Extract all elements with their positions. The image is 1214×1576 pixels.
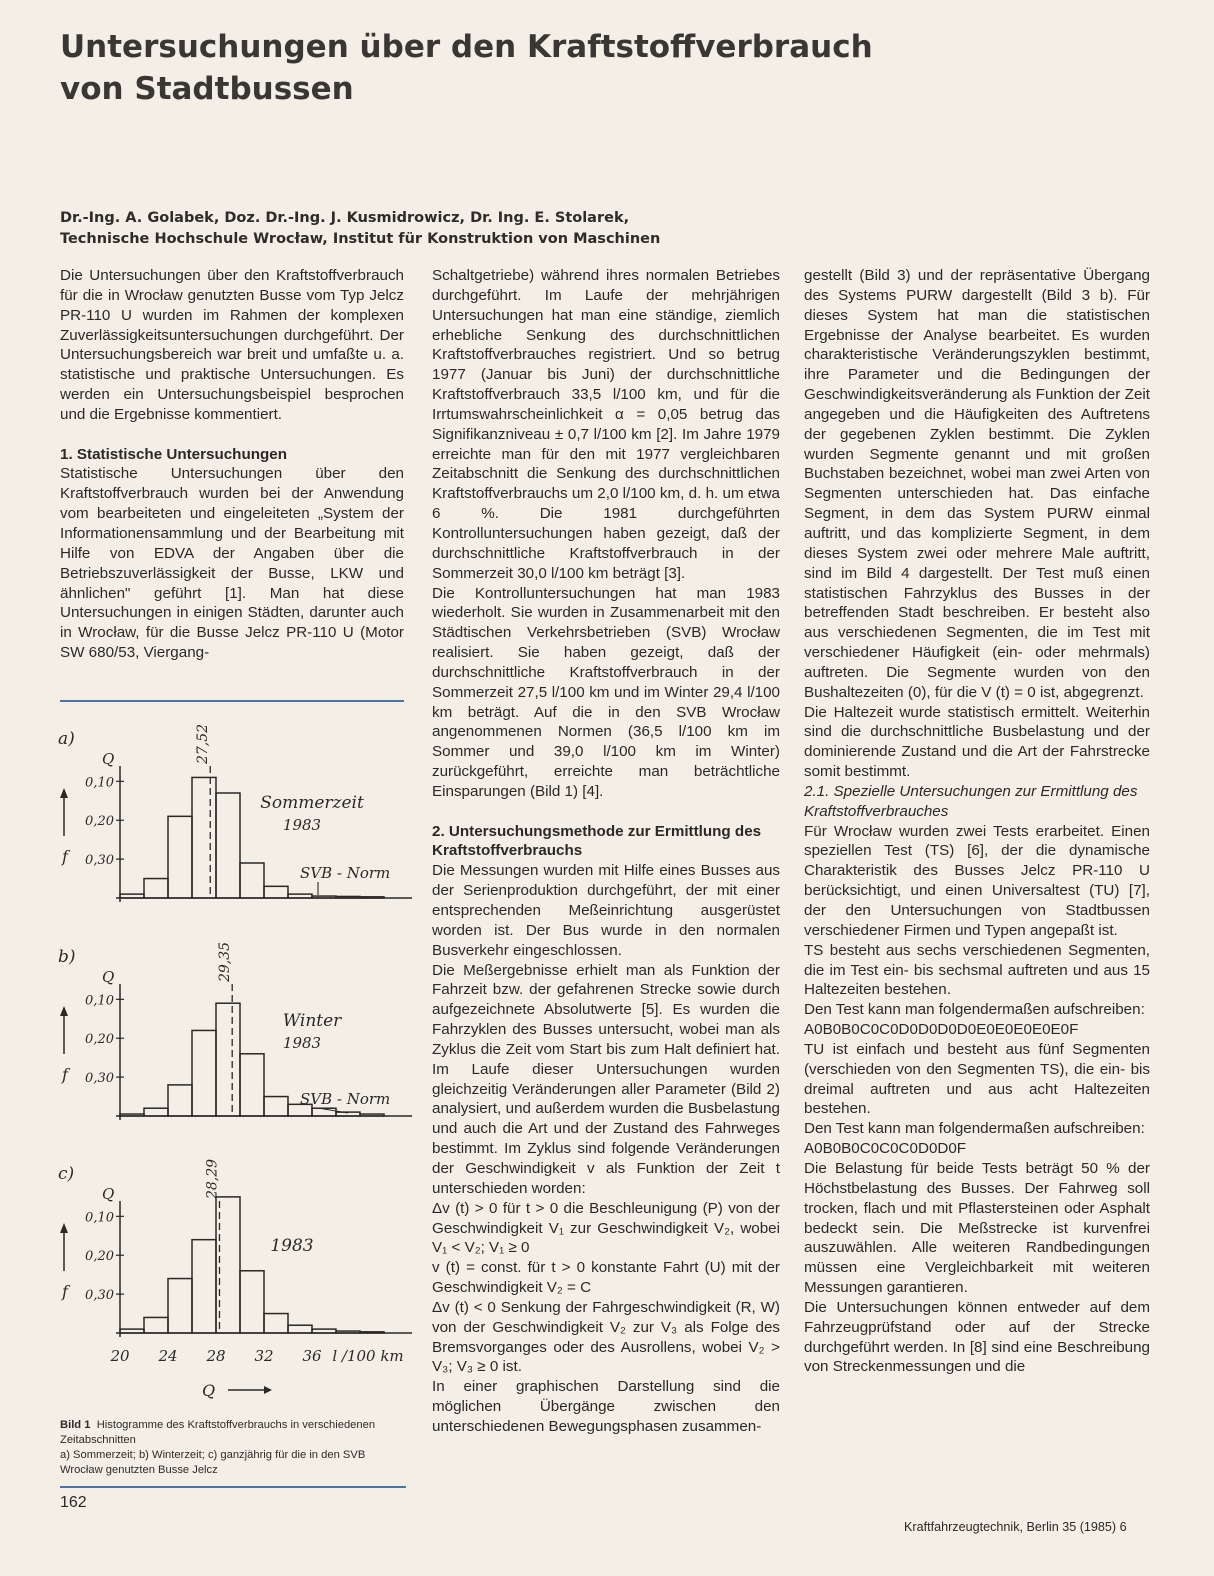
histogram-bar [120,894,144,898]
authors-names: Dr.-Ing. A. Golabek, Doz. Dr.-Ing. J. Kusmidrowicz, Dr. Ing. E. Stolarek, [60,210,630,226]
y-axis-top-label: Q [102,968,115,986]
histogram-bar [216,793,240,898]
histogram-bar [120,1114,144,1116]
x-tick-label: 20 [110,1347,130,1365]
histogram-bar [240,1271,264,1333]
subsection-heading: 2.1. Spezielle Untersuchungen zur Ermittlung des Kraftstoffverbrauches [804,782,1138,820]
histogram-bar [144,879,168,898]
paragraph: Die Meßergebnisse erhielt man als Funktion der Fahrzeit bzw. der gefahrenen Strecke sowie durch aufgezeichnete Absolutwerte [5]. Es wurden die Fahrzyklen des Busses untersucht, wobei man als Zyklus die Zeit vom Start bis zum Halt definiert hat. Im Laufe dieser Untersuchungen wurden gleichzeitig Veränderungen aller Parameter (Bild 2) analysiert, und außerdem wurden die Busbelastung und auch die Art und der Zustand des Fahrweges bestimmt. Im Zyklus sind folgende Veränderungen der Geschwindigkeit v als Funktion der Zeit t unterschieden worden: [432,961,780,1197]
histogram-panel-3 [58,1159,412,1365]
mean-label: 29,35 [217,941,234,982]
x-axis-arrow [228,1386,272,1394]
paragraph: Für Wrocław wurden zwei Tests erarbeitet. Einen speziellen Test (TS) [6], der die dynamische Charakteristik des Busses Jelcz PR-110 U berücksichtigt, und einen Universaltest (TU) [7], der den Untersuchungen von Stadtbussen verschiedener Firmen und Typen angepaßt ist. [804,822,1150,939]
histogram-bar [360,1332,384,1333]
y-tick-label: 0,10 [85,775,114,791]
paragraph: Die Belastung für beide Tests beträgt 50 % der Höchstbelastung des Busses. Der Fahrweg soll trocken, flach und mit Pflastersteinen oder Asphalt bedeckt sein. Die Meßstrecke ist kurvenfrei auszuwählen. Alle weiteren Randbedingungen müssen eine Vergleichbarkeit mit weiteren Messungen garantieren. [804,1159,1150,1297]
year-annotation: 1983 [282,1034,322,1052]
caption-label: Bild 1 [60,1419,91,1431]
paragraph: Statistische Untersuchungen über den Kraftstoffverbrauch wurden bei der Anwendung vom bearbeiteten und eingeleiteten „System der Informationensammlung und der Bearbeitung mit Hilfe von EDVA der Angaben über die Betriebszuverlässigkeit der Busse, LKW und ähnlichen" geführt [1]. Man hat diese Untersuchungen in einigen Städten, darunter auch in Wrocław, für die Busse Jelcz PR-110 U (Motor SW 680/53, Viergang- [60,465,404,662]
histogram-bar [240,1054,264,1116]
paragraph: Die Untersuchungen können entweder auf dem Fahrzeugprüfstand oder auf der Strecke durchgeführt werden. In [8] sind eine Beschreibung von Streckenmessungen und die [804,1298,1150,1376]
x-unit-label: l /100 km [332,1347,404,1365]
mean-label: 27,52 [195,723,212,764]
figure-histograms [50,706,420,1406]
paragraph: Die Kontrolluntersuchungen hat man 1983 wiederholt. Sie wurden in Zusammenarbeit mit den Städtischen Verkehrsbetrieben (SVB) Wrocław realisiert. Sie haben gezeigt, daß der durchschnittliche Kraftstoffverbrauch in der Sommerzeit 27,5 l/100 km und im Winter 29,4 l/100 km beträgt. Auf die in den SVB Wrocław angenommenen Normen (36,5 l/100 km im Sommer und 39,0 l/100 km im Winter) zurückgeführt, erreichte man beträchtliche Einsparungen (Bild 1) [4]. [432,584,780,800]
paragraph: Schaltgetriebe) während ihres normalen Betriebes durchgeführt. Im Laufe der mehrjährigen Untersuchungen hat man eine ständige, ziemlich erhebliche Senkung des durchschnittlichen Kraftstoffverbrauches registriert. Und so betrug 1977 (Januar bis Juni) der durchschnittliche Kraftstoffverbrauch 33,5 l/100 km, und für die Irrtumswahrscheinlichkeit α = 0,05 betrug das Signifikanzniveau ± 0,7 l/100 km [2]. Im Jahre 1979 erreichte man für den mit 1977 vergleichbaren Zeitabschnitt die Senkung des durchschnittlichen Kraftstoffverbrauchs um 2,0 l/100 km, d. h. um etwa 6 %. Die 1981 durchgeführten Kontrolluntersuchungen haben gezeigt, daß der durchschnittliche Kraftstoffverbrauch in der Sommerzeit 30,0 l/100 km beträgt [3]. [432,267,780,582]
article-title [60,26,1060,110]
histogram-panel-1 [58,724,412,902]
histogram-bar [336,1331,360,1333]
separator-line [60,1486,406,1488]
author-block [60,208,1180,250]
paragraph: TS besteht aus sechs verschiedenen Segmenten, die im Test ein- bis sechsmal auftreten und aus 15 Haltezeiten bestehen. [804,941,1150,999]
authors-affiliation: Technische Hochschule Wrocław, Institut für Konstruktion von Maschinen [60,231,661,247]
y-tick-label: 0,30 [85,853,114,869]
panel-label: c) [58,1164,75,1184]
x-axis-label: Q [202,1381,216,1400]
histogram-bar [264,1097,288,1116]
condition-acceleration: Δv (t) > 0 für t > 0 die Beschleunigung (P) von der Geschwindigkeit V₁ zur Geschwindigkeit V₂, wobei V₁ < V₂; V₁ ≥ 0 [432,1199,780,1257]
x-tick-label: 24 [158,1347,178,1365]
histogram-bar [168,1279,192,1333]
x-tick-label: 36 [302,1347,322,1365]
histogram-bar [360,1114,384,1116]
paragraph: gestellt (Bild 3) und der repräsentative Übergang des Systems PURW dargestellt (Bild 3 b). Für dieses System hat man die statistischen Ergebnisse der Analyse bearbeitet. Es wurden charakteristische Veränderungszyklen bestimmt, ihre Parameter und die Bedingungen der Geschwindigkeitsveränderung als Funktion der Zeit angegeben und die Häufigkeiten des Auftretens der gegebenen Zyklen bestimmt. Die Zyklen wurden Segmente genannt und mit großen Buchstaben bezeichnet, wobei man zwei Arten von Segmenten unterschieden hat. Das einfache Segment, in dem das System PURW einmal auftritt, und das komplizierte Segment, in dem dieses System zwei oder mehrere Male auftritt, sind im Bild 4 dargestellt. Der Test muß einen statistischen Fahrzyklus des Busses in der betreffenden Stadt beschreiben. Er besteht also aus verschiedenen Segmenten, die im Test mit verschiedener Häufigkeit (ein- oder mehrmals) auftreten. Die Segmente wurden von den Bushaltezeiten (0), für die V (t) = 0 ist, abgegrenzt. [804,267,1150,701]
separator-line [60,700,404,702]
abstract: Die Untersuchungen über den Kraftstoffverbrauch für die in Wrocław genutzten Busse vom Typ Jelcz PR-110 U wurden im Rahmen der komplexen Zuverlässigkeitsuntersuchungen durchgeführt. Der Untersuchungsbereich war breit und umfaßte u. a. statistische und praktische Untersuchungen. Es werden ein Untersuchungsbeispiel besprochen und die Ergebnisse kommentiert. [60,267,404,423]
condition-deceleration: Δv (t) < 0 Senkung der Fahrgeschwindigkeit (R, W) von der Geschwindigkeit V₂ zur V₃ als Folge des Bremsvorganges oder des Ausrollens, wobei V₂ > V₃; V₃ ≥ 0 ist. [432,1298,780,1376]
panel-label: a) [58,729,75,749]
y-arrow-head [60,1223,68,1233]
paragraph: TU ist einfach und besteht aus fünf Segmenten (verschieden von den Segmenten TS), die ein- bis dreimal auftreten und aus acht Haltezeiten bestehen. [804,1040,1150,1118]
paragraph: Die Messungen wurden mit Hilfe eines Busses aus der Serienproduktion durchgeführt, der mit einer entsprechenden Meßeinrichtung ausgerüstet worden ist. Der Bus wurde in den normalen Busverkehr eingeschlossen. [432,862,780,959]
y-tick-label: 0,20 [85,814,114,830]
histogram-bar [144,1317,168,1333]
histogram-bar [312,896,336,898]
caption-text: Histogramme des Kraftstoffverbrauchs in verschiedenen Zeitabschnitten [60,1419,376,1446]
year-annotation: 1983 [282,816,322,834]
year-annotation: 1983 [270,1236,314,1256]
histogram-bar [144,1108,168,1116]
period-annotation: Winter [282,1011,342,1031]
x-tick-label: 28 [206,1347,226,1365]
y-axis-label: f [62,1065,68,1084]
section-heading-1: 1. Statistische Untersuchungen [60,445,288,463]
y-tick-label: 0,30 [85,1288,114,1304]
test-sequence-ts: A0B0B0C0C0D0D0D0D0E0E0E0E0E0F [804,1021,1079,1039]
y-axis-label: f [62,847,68,866]
text-column-3 [804,266,1150,1377]
x-tick-label: 32 [254,1347,274,1365]
norm-label: SVB - Norm [300,1090,391,1108]
histogram-bar [168,1085,192,1116]
paragraph: Den Test kann man folgendermaßen aufschreiben: [804,1120,1145,1138]
paragraph: Die Haltezeit wurde statistisch ermittelt. Weiterhin sind die durchschnittliche Busbelastung und der dominierende Zustand und die Art der Fahrstrecke somit bestimmt. [804,703,1150,781]
histogram-bar [216,1003,240,1116]
paragraph: In einer graphischen Darstellung sind die möglichen Übergänge zwischen den unterschiedenen Bewegungsphasen zusammen- [432,1378,780,1435]
histogram-bar [192,1240,216,1333]
histogram-bar [336,896,360,898]
histogram-bar [120,1329,144,1333]
y-tick-label: 0,10 [85,1210,114,1226]
title-line-2: von Stadtbussen [60,71,354,107]
histogram-bar [360,897,384,898]
panel-label: b) [58,947,76,967]
y-arrow-head [60,788,68,798]
histogram-bar [192,1030,216,1116]
histogram-figure [50,706,420,1406]
histogram-bar [288,894,312,898]
figure-caption [60,1418,410,1478]
y-tick-label: 0,20 [85,1249,114,1265]
norm-label: SVB - Norm [300,864,391,882]
paragraph: Den Test kann man folgendermaßen aufschreiben: [804,1001,1145,1019]
histogram-panel-2 [58,942,412,1120]
histogram-bar [312,1329,336,1333]
page-number: 162 [60,1494,87,1511]
y-tick-label: 0,10 [85,993,114,1009]
journal-footer: Kraftfahrzeugtechnik, Berlin 35 (1985) 6 [904,1520,1127,1534]
condition-constant: v (t) = const. für t > 0 konstante Fahrt (U) mit der Geschwindigkeit V₂ = C [432,1259,780,1297]
histogram-panels [58,724,412,1365]
y-axis-label: f [62,1282,68,1301]
histogram-bar [288,1325,312,1333]
period-annotation: Sommerzeit [260,793,364,813]
test-sequence-tu: A0B0B0C0C0C0D0D0F [804,1140,967,1158]
title-line-1: Untersuchungen über den Kraftstoffverbrauch [60,29,873,65]
y-axis-top-label: Q [102,750,115,768]
y-tick-label: 0,30 [85,1071,114,1087]
y-axis-top-label: Q [102,1185,115,1203]
text-column-2 [432,266,780,1437]
y-tick-label: 0,20 [85,1032,114,1048]
histogram-bar [240,863,264,898]
section-heading-2: 2. Untersuchungsmethode zur Ermittlung des Kraftstoffverbrauchs [432,822,762,860]
histogram-bar [264,1314,288,1333]
histogram-bar [264,886,288,898]
text-column-1 [60,266,404,663]
y-arrow-head [60,1006,68,1016]
histogram-bar [192,777,216,898]
histogram-bar [168,816,192,898]
caption-sub: a) Sommerzeit; b) Winterzeit; c) ganzjährig für die in den SVB Wrocław genutzten Busse Jelcz [60,1449,366,1476]
mean-label: 28,29 [204,1158,221,1199]
